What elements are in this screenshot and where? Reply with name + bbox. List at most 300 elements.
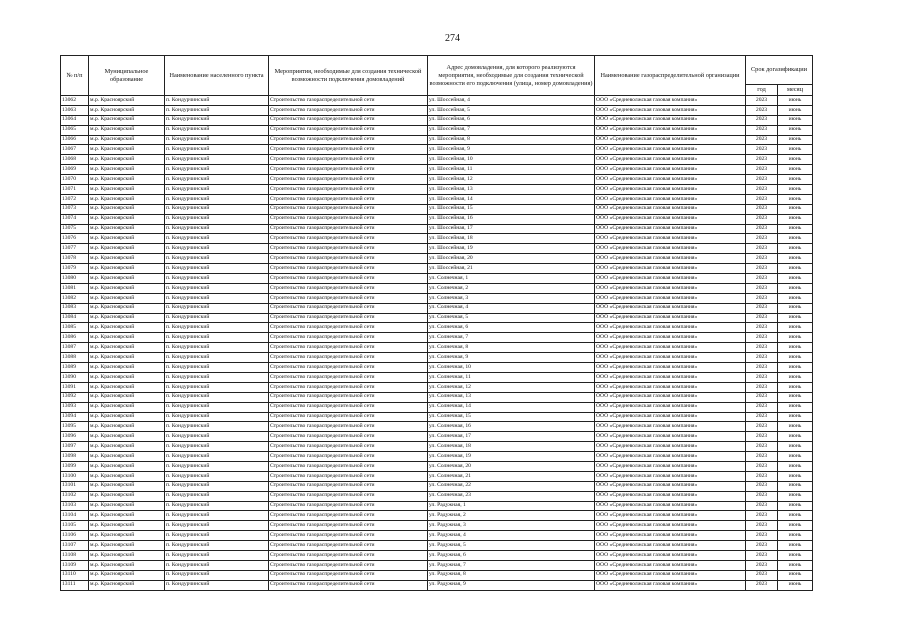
cell-settlement: п. Кондурчинский — [165, 293, 269, 303]
cell-month: июнь — [778, 521, 813, 531]
cell-num: 13087 — [61, 343, 89, 353]
cell-municipality: м.р. Красноярский — [89, 333, 165, 343]
cell-activity: Строительство газораспределительной сети — [269, 432, 428, 442]
header-deadline: Срок догазификации — [746, 56, 813, 85]
cell-num: 13070 — [61, 175, 89, 185]
cell-address: ул. Шоссейная, 13 — [428, 185, 595, 195]
cell-municipality: м.р. Красноярский — [89, 175, 165, 185]
header-activity: Мероприятия, необходимые для создания технической возможности подключения домовладений — [269, 56, 428, 96]
cell-address: ул. Солнечная, 12 — [428, 382, 595, 392]
cell-settlement: п. Кондурчинский — [165, 145, 269, 155]
cell-municipality: м.р. Красноярский — [89, 254, 165, 264]
cell-year: 2023 — [746, 254, 778, 264]
cell-settlement: п. Кондурчинский — [165, 313, 269, 323]
cell-num: 13109 — [61, 560, 89, 570]
cell-year: 2023 — [746, 244, 778, 254]
cell-month: июнь — [778, 372, 813, 382]
table-row — [61, 165, 813, 175]
cell-month: июнь — [778, 353, 813, 363]
cell-municipality: м.р. Красноярский — [89, 531, 165, 541]
cell-organization: ООО «Средневолжская газовая компания» — [595, 125, 746, 135]
cell-settlement: п. Кондурчинский — [165, 343, 269, 353]
cell-municipality: м.р. Красноярский — [89, 96, 165, 106]
cell-address: ул. Шоссейная, 19 — [428, 244, 595, 254]
cell-month: июнь — [778, 461, 813, 471]
cell-num: 13067 — [61, 145, 89, 155]
cell-month: июнь — [778, 412, 813, 422]
cell-month: июнь — [778, 323, 813, 333]
cell-num: 13074 — [61, 214, 89, 224]
cell-month: июнь — [778, 96, 813, 106]
cell-municipality: м.р. Красноярский — [89, 293, 165, 303]
cell-settlement: п. Кондурчинский — [165, 96, 269, 106]
cell-address: ул. Солнечная, 6 — [428, 323, 595, 333]
cell-organization: ООО «Средневолжская газовая компания» — [595, 224, 746, 234]
cell-month: июнь — [778, 363, 813, 373]
cell-address: ул. Шоссейная, 15 — [428, 204, 595, 214]
cell-year: 2023 — [746, 521, 778, 531]
cell-activity: Строительство газораспределительной сети — [269, 204, 428, 214]
cell-organization: ООО «Средневолжская газовая компания» — [595, 471, 746, 481]
cell-activity: Строительство газораспределительной сети — [269, 343, 428, 353]
cell-settlement: п. Кондурчинский — [165, 382, 269, 392]
cell-month: июнь — [778, 185, 813, 195]
cell-settlement: п. Кондурчинский — [165, 204, 269, 214]
table-row — [61, 105, 813, 115]
cell-organization: ООО «Средневолжская газовая компания» — [595, 402, 746, 412]
table-row — [61, 511, 813, 521]
table-row — [61, 185, 813, 195]
cell-organization: ООО «Средневолжская газовая компания» — [595, 135, 746, 145]
table-row — [61, 372, 813, 382]
cell-year: 2023 — [746, 372, 778, 382]
cell-settlement: п. Кондурчинский — [165, 511, 269, 521]
cell-month: июнь — [778, 471, 813, 481]
cell-activity: Строительство газораспределительной сети — [269, 155, 428, 165]
cell-year: 2023 — [746, 264, 778, 274]
cell-num: 13080 — [61, 274, 89, 284]
cell-num: 13095 — [61, 422, 89, 432]
cell-settlement: п. Кондурчинский — [165, 580, 269, 590]
table-row — [61, 204, 813, 214]
cell-activity: Строительство газораспределительной сети — [269, 531, 428, 541]
cell-organization: ООО «Средневолжская газовая компания» — [595, 145, 746, 155]
cell-address: ул. Солнечная, 2 — [428, 283, 595, 293]
cell-num: 13099 — [61, 461, 89, 471]
cell-num: 13093 — [61, 402, 89, 412]
cell-settlement: п. Кондурчинский — [165, 560, 269, 570]
cell-municipality: м.р. Красноярский — [89, 570, 165, 580]
cell-organization: ООО «Средневолжская газовая компания» — [595, 570, 746, 580]
cell-month: июнь — [778, 105, 813, 115]
cell-year: 2023 — [746, 165, 778, 175]
cell-municipality: м.р. Красноярский — [89, 382, 165, 392]
cell-activity: Строительство газораспределительной сети — [269, 145, 428, 155]
cell-num: 13097 — [61, 442, 89, 452]
table-row — [61, 452, 813, 462]
cell-num: 13086 — [61, 333, 89, 343]
cell-num: 13100 — [61, 471, 89, 481]
cell-activity: Строительство газораспределительной сети — [269, 165, 428, 175]
table-row — [61, 303, 813, 313]
table-row — [61, 521, 813, 531]
cell-activity: Строительство газораспределительной сети — [269, 244, 428, 254]
cell-municipality: м.р. Красноярский — [89, 541, 165, 551]
cell-month: июнь — [778, 264, 813, 274]
table-row — [61, 432, 813, 442]
cell-address: ул. Солнечная, 15 — [428, 412, 595, 422]
cell-year: 2023 — [746, 461, 778, 471]
cell-year: 2023 — [746, 214, 778, 224]
cell-activity: Строительство газораспределительной сети — [269, 293, 428, 303]
cell-num: 13073 — [61, 204, 89, 214]
cell-address: ул. Солнечная, 19 — [428, 452, 595, 462]
cell-num: 13110 — [61, 570, 89, 580]
gasification-table-container — [60, 55, 813, 591]
cell-activity: Строительство газораспределительной сети — [269, 392, 428, 402]
cell-settlement: п. Кондурчинский — [165, 432, 269, 442]
cell-organization: ООО «Средневолжская газовая компания» — [595, 105, 746, 115]
cell-activity: Строительство газораспределительной сети — [269, 115, 428, 125]
cell-settlement: п. Кондурчинский — [165, 274, 269, 284]
cell-municipality: м.р. Красноярский — [89, 303, 165, 313]
cell-year: 2023 — [746, 105, 778, 115]
cell-year: 2023 — [746, 96, 778, 106]
cell-activity: Строительство газораспределительной сети — [269, 175, 428, 185]
cell-municipality: м.р. Красноярский — [89, 214, 165, 224]
cell-municipality: м.р. Красноярский — [89, 155, 165, 165]
cell-organization: ООО «Средневолжская газовая компания» — [595, 412, 746, 422]
cell-year: 2023 — [746, 363, 778, 373]
cell-month: июнь — [778, 333, 813, 343]
cell-activity: Строительство газораспределительной сети — [269, 274, 428, 284]
cell-municipality: м.р. Красноярский — [89, 392, 165, 402]
cell-num: 13092 — [61, 392, 89, 402]
cell-address: ул. Шоссейная, 21 — [428, 264, 595, 274]
cell-month: июнь — [778, 194, 813, 204]
cell-month: июнь — [778, 135, 813, 145]
table-row — [61, 224, 813, 234]
cell-num: 13094 — [61, 412, 89, 422]
cell-settlement: п. Кондурчинский — [165, 372, 269, 382]
cell-settlement: п. Кондурчинский — [165, 392, 269, 402]
cell-settlement: п. Кондурчинский — [165, 422, 269, 432]
cell-settlement: п. Кондурчинский — [165, 165, 269, 175]
cell-num: 13098 — [61, 452, 89, 462]
cell-settlement: п. Кондурчинский — [165, 402, 269, 412]
cell-month: июнь — [778, 313, 813, 323]
cell-year: 2023 — [746, 155, 778, 165]
cell-settlement: п. Кондурчинский — [165, 194, 269, 204]
header-organization: Наименование газораспределительной организации — [595, 56, 746, 96]
cell-activity: Строительство газораспределительной сети — [269, 254, 428, 264]
cell-address: ул. Солнечная, 20 — [428, 461, 595, 471]
cell-month: июнь — [778, 501, 813, 511]
cell-address: ул. Солнечная, 8 — [428, 343, 595, 353]
cell-organization: ООО «Средневолжская газовая компания» — [595, 501, 746, 511]
cell-organization: ООО «Средневолжская газовая компания» — [595, 541, 746, 551]
cell-num: 13106 — [61, 531, 89, 541]
cell-year: 2023 — [746, 353, 778, 363]
cell-month: июнь — [778, 570, 813, 580]
cell-num: 13081 — [61, 283, 89, 293]
cell-organization: ООО «Средневолжская газовая компания» — [595, 214, 746, 224]
cell-month: июнь — [778, 204, 813, 214]
cell-month: июнь — [778, 550, 813, 560]
cell-municipality: м.р. Красноярский — [89, 471, 165, 481]
cell-year: 2023 — [746, 452, 778, 462]
cell-month: июнь — [778, 402, 813, 412]
cell-month: июнь — [778, 560, 813, 570]
cell-month: июнь — [778, 531, 813, 541]
cell-municipality: м.р. Красноярский — [89, 105, 165, 115]
cell-month: июнь — [778, 175, 813, 185]
cell-organization: ООО «Средневолжская газовая компания» — [595, 461, 746, 471]
cell-municipality: м.р. Красноярский — [89, 274, 165, 284]
cell-organization: ООО «Средневолжская газовая компания» — [595, 96, 746, 106]
cell-municipality: м.р. Красноярский — [89, 521, 165, 531]
cell-municipality: м.р. Красноярский — [89, 363, 165, 373]
table-row — [61, 412, 813, 422]
cell-activity: Строительство газораспределительной сети — [269, 481, 428, 491]
table-row — [61, 363, 813, 373]
cell-settlement: п. Кондурчинский — [165, 412, 269, 422]
cell-settlement: п. Кондурчинский — [165, 521, 269, 531]
cell-month: июнь — [778, 382, 813, 392]
cell-settlement: п. Кондурчинский — [165, 135, 269, 145]
cell-year: 2023 — [746, 234, 778, 244]
cell-address: ул. Солнечная, 10 — [428, 363, 595, 373]
table-header — [61, 56, 813, 96]
cell-municipality: м.р. Красноярский — [89, 125, 165, 135]
cell-year: 2023 — [746, 541, 778, 551]
cell-address: ул. Шоссейная, 17 — [428, 224, 595, 234]
cell-organization: ООО «Средневолжская газовая компания» — [595, 194, 746, 204]
cell-municipality: м.р. Красноярский — [89, 402, 165, 412]
cell-num: 13088 — [61, 353, 89, 363]
cell-activity: Строительство газораспределительной сети — [269, 214, 428, 224]
cell-activity: Строительство газораспределительной сети — [269, 303, 428, 313]
cell-municipality: м.р. Красноярский — [89, 313, 165, 323]
cell-num: 13065 — [61, 125, 89, 135]
table-row — [61, 145, 813, 155]
cell-address: ул. Радужная, 4 — [428, 531, 595, 541]
cell-settlement: п. Кондурчинский — [165, 214, 269, 224]
cell-municipality: м.р. Красноярский — [89, 145, 165, 155]
cell-month: июнь — [778, 165, 813, 175]
cell-organization: ООО «Средневолжская газовая компания» — [595, 204, 746, 214]
table-row — [61, 531, 813, 541]
cell-month: июнь — [778, 442, 813, 452]
table-row — [61, 283, 813, 293]
cell-municipality: м.р. Красноярский — [89, 550, 165, 560]
cell-month: июнь — [778, 481, 813, 491]
cell-municipality: м.р. Красноярский — [89, 412, 165, 422]
cell-month: июнь — [778, 432, 813, 442]
cell-settlement: п. Кондурчинский — [165, 570, 269, 580]
cell-activity: Строительство газораспределительной сети — [269, 382, 428, 392]
cell-month: июнь — [778, 392, 813, 402]
cell-settlement: п. Кондурчинский — [165, 125, 269, 135]
cell-num: 13107 — [61, 541, 89, 551]
cell-address: ул. Солнечная, 16 — [428, 422, 595, 432]
cell-year: 2023 — [746, 580, 778, 590]
cell-month: июнь — [778, 244, 813, 254]
cell-activity: Строительство газораспределительной сети — [269, 501, 428, 511]
cell-municipality: м.р. Красноярский — [89, 501, 165, 511]
cell-year: 2023 — [746, 293, 778, 303]
cell-num: 13077 — [61, 244, 89, 254]
cell-month: июнь — [778, 254, 813, 264]
table-row — [61, 343, 813, 353]
cell-activity: Строительство газораспределительной сети — [269, 323, 428, 333]
cell-activity: Строительство газораспределительной сети — [269, 452, 428, 462]
cell-year: 2023 — [746, 175, 778, 185]
cell-organization: ООО «Средневолжская газовая компания» — [595, 303, 746, 313]
cell-num: 13103 — [61, 501, 89, 511]
cell-organization: ООО «Средневолжская газовая компания» — [595, 382, 746, 392]
cell-year: 2023 — [746, 511, 778, 521]
cell-settlement: п. Кондурчинский — [165, 333, 269, 343]
cell-year: 2023 — [746, 145, 778, 155]
cell-address: ул. Солнечная, 13 — [428, 392, 595, 402]
cell-num: 13084 — [61, 313, 89, 323]
table-row — [61, 125, 813, 135]
cell-activity: Строительство газораспределительной сети — [269, 541, 428, 551]
cell-municipality: м.р. Красноярский — [89, 244, 165, 254]
table-row — [61, 461, 813, 471]
cell-activity: Строительство газораспределительной сети — [269, 264, 428, 274]
cell-address: ул. Радужная, 7 — [428, 560, 595, 570]
cell-settlement: п. Кондурчинский — [165, 155, 269, 165]
cell-settlement: п. Кондурчинский — [165, 303, 269, 313]
cell-month: июнь — [778, 125, 813, 135]
cell-activity: Строительство газораспределительной сети — [269, 402, 428, 412]
page-number: 274 — [445, 33, 460, 44]
header-year: год — [746, 85, 778, 96]
cell-organization: ООО «Средневолжская газовая компания» — [595, 234, 746, 244]
header-address: Адрес домовладения, для которого реализуются мероприятия, необходимые для создания технической возможности его подключения (улица, номер домовладения) — [428, 56, 595, 96]
cell-address: ул. Шоссейная, 16 — [428, 214, 595, 224]
cell-month: июнь — [778, 274, 813, 284]
header-municipality: Муниципальное образование — [89, 56, 165, 96]
cell-settlement: п. Кондурчинский — [165, 115, 269, 125]
cell-year: 2023 — [746, 471, 778, 481]
table-row — [61, 313, 813, 323]
cell-activity: Строительство газораспределительной сети — [269, 491, 428, 501]
table-row — [61, 481, 813, 491]
cell-municipality: м.р. Красноярский — [89, 432, 165, 442]
cell-year: 2023 — [746, 135, 778, 145]
cell-address: ул. Радужная, 6 — [428, 550, 595, 560]
cell-municipality: м.р. Красноярский — [89, 580, 165, 590]
cell-address: ул. Радужная, 5 — [428, 541, 595, 551]
cell-year: 2023 — [746, 343, 778, 353]
cell-settlement: п. Кондурчинский — [165, 244, 269, 254]
cell-activity: Строительство газораспределительной сети — [269, 412, 428, 422]
cell-num: 13072 — [61, 194, 89, 204]
cell-activity: Строительство газораспределительной сети — [269, 580, 428, 590]
cell-month: июнь — [778, 422, 813, 432]
cell-organization: ООО «Средневолжская газовая компания» — [595, 165, 746, 175]
cell-year: 2023 — [746, 333, 778, 343]
table-row — [61, 353, 813, 363]
header-settlement: Наименование населенного пункта — [165, 56, 269, 96]
cell-organization: ООО «Средневолжская газовая компания» — [595, 580, 746, 590]
cell-address: ул. Шоссейная, 12 — [428, 175, 595, 185]
cell-num: 13104 — [61, 511, 89, 521]
cell-month: июнь — [778, 224, 813, 234]
cell-num: 13096 — [61, 432, 89, 442]
cell-address: ул. Солнечная, 14 — [428, 402, 595, 412]
table-row — [61, 264, 813, 274]
cell-activity: Строительство газораспределительной сети — [269, 313, 428, 323]
cell-organization: ООО «Средневолжская газовая компания» — [595, 175, 746, 185]
cell-month: июнь — [778, 214, 813, 224]
cell-year: 2023 — [746, 402, 778, 412]
cell-address: ул. Солнечная, 1 — [428, 274, 595, 284]
gasification-table — [60, 55, 813, 591]
cell-num: 13083 — [61, 303, 89, 313]
table-row — [61, 323, 813, 333]
cell-address: ул. Солнечная, 21 — [428, 471, 595, 481]
cell-address: ул. Солнечная, 3 — [428, 293, 595, 303]
cell-address: ул. Солнечная, 18 — [428, 442, 595, 452]
cell-address: ул. Шоссейная, 6 — [428, 115, 595, 125]
cell-num: 13102 — [61, 491, 89, 501]
cell-settlement: п. Кондурчинский — [165, 363, 269, 373]
cell-organization: ООО «Средневолжская газовая компания» — [595, 363, 746, 373]
cell-municipality: м.р. Красноярский — [89, 343, 165, 353]
cell-year: 2023 — [746, 115, 778, 125]
cell-settlement: п. Кондурчинский — [165, 461, 269, 471]
cell-address: ул. Солнечная, 17 — [428, 432, 595, 442]
cell-activity: Строительство газораспределительной сети — [269, 570, 428, 580]
table-row — [61, 580, 813, 590]
table-row — [61, 382, 813, 392]
cell-address: ул. Шоссейная, 10 — [428, 155, 595, 165]
cell-settlement: п. Кондурчинский — [165, 283, 269, 293]
cell-settlement: п. Кондурчинский — [165, 481, 269, 491]
table-row — [61, 274, 813, 284]
cell-month: июнь — [778, 303, 813, 313]
cell-year: 2023 — [746, 382, 778, 392]
table-row — [61, 550, 813, 560]
cell-address: ул. Шоссейная, 11 — [428, 165, 595, 175]
cell-municipality: м.р. Красноярский — [89, 372, 165, 382]
cell-settlement: п. Кондурчинский — [165, 442, 269, 452]
cell-organization: ООО «Средневолжская газовая компания» — [595, 432, 746, 442]
cell-year: 2023 — [746, 412, 778, 422]
cell-address: ул. Солнечная, 4 — [428, 303, 595, 313]
cell-organization: ООО «Средневолжская газовая компания» — [595, 452, 746, 462]
cell-activity: Строительство газораспределительной сети — [269, 372, 428, 382]
cell-num: 13071 — [61, 185, 89, 195]
cell-num: 13111 — [61, 580, 89, 590]
cell-organization: ООО «Средневолжская газовая компания» — [595, 343, 746, 353]
cell-organization: ООО «Средневолжская газовая компания» — [595, 442, 746, 452]
cell-settlement: п. Кондурчинский — [165, 254, 269, 264]
cell-num: 13089 — [61, 363, 89, 373]
cell-num: 13091 — [61, 382, 89, 392]
cell-year: 2023 — [746, 491, 778, 501]
cell-municipality: м.р. Красноярский — [89, 224, 165, 234]
cell-year: 2023 — [746, 422, 778, 432]
cell-municipality: м.р. Красноярский — [89, 135, 165, 145]
cell-settlement: п. Кондурчинский — [165, 323, 269, 333]
cell-organization: ООО «Средневолжская газовая компания» — [595, 155, 746, 165]
cell-organization: ООО «Средневолжская газовая компания» — [595, 313, 746, 323]
